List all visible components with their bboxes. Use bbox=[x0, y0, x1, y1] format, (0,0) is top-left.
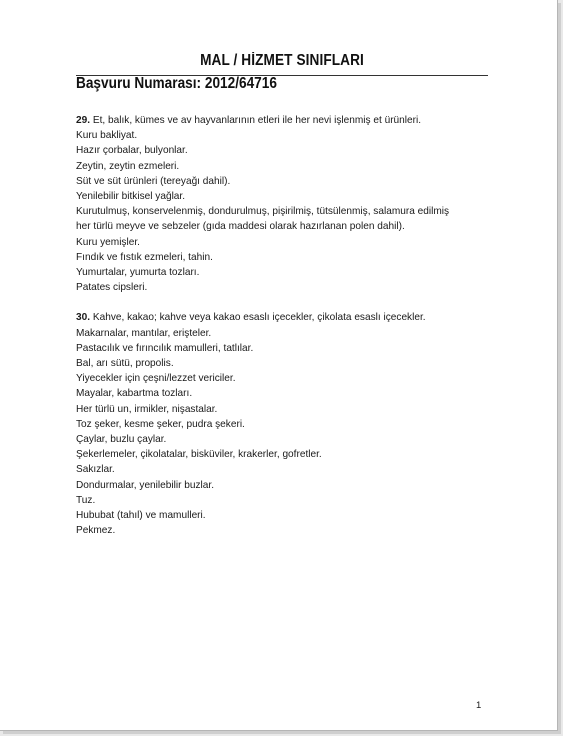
class-item: Her türlü un, irmikler, nişastalar. bbox=[76, 403, 218, 415]
class-item: Zeytin, zeytin ezmeleri. bbox=[76, 160, 180, 172]
class-item: Kurutulmuş, konservelenmiş, dondurulmuş, pişirilmiş, tütsülenmiş, salamura edilmiş bbox=[76, 206, 450, 218]
page-title: MAL / HİZMET SINIFLARI bbox=[200, 52, 364, 69]
class-item: Mayalar, kabartma tozları. bbox=[76, 388, 193, 400]
class-item: Kahve, kakao; kahve veya kakao esaslı içecekler, çikolata esaslı içecekler. bbox=[92, 312, 426, 324]
class-item: Kuru yemişler. bbox=[76, 236, 140, 248]
class-item: Hazır çorbalar, bulyonlar. bbox=[76, 145, 188, 157]
class-item: Çaylar, buzlu çaylar. bbox=[76, 434, 167, 446]
class-item: Sakızlar. bbox=[76, 464, 115, 476]
application-number: Başvuru Numarası: 2012/64716 bbox=[76, 75, 277, 92]
class-item: Fındık ve fıstık ezmeleri, tahin. bbox=[76, 251, 213, 263]
class-number: 29. bbox=[76, 115, 91, 126]
class-item: Patates cipsleri. bbox=[76, 282, 148, 294]
class-29-first-line bbox=[76, 113, 490, 128]
class-30-first-line bbox=[76, 310, 490, 325]
class-item: Pastacılık ve fırıncılık mamulleri, tatlılar. bbox=[76, 342, 254, 354]
class-item: Toz şeker, kesme şeker, pudra şekeri. bbox=[76, 418, 245, 430]
class-item: Kuru bakliyat. bbox=[76, 130, 138, 142]
class-list bbox=[76, 113, 490, 538]
class-item: Yumurtalar, yumurta tozları. bbox=[76, 267, 200, 279]
class-item: Tuz. bbox=[76, 494, 96, 506]
class-item: Makarnalar, mantılar, erişteler. bbox=[76, 327, 212, 339]
class-number: 30. bbox=[76, 312, 91, 324]
class-item: Bal, arı sütü, propolis. bbox=[76, 358, 174, 370]
section-gap bbox=[76, 295, 490, 310]
header-divider bbox=[76, 75, 488, 76]
class-item: Pekmez. bbox=[76, 525, 116, 537]
class-item: Yenilebilir bitkisel yağlar. bbox=[76, 191, 186, 203]
class-item: Süt ve süt ürünleri (tereyağı dahil). bbox=[76, 175, 231, 187]
class-item: Yiyecekler için çeşni/lezzet vericiler. bbox=[76, 373, 236, 385]
class-item: Et, balık, kümes ve av hayvanlarının etleri ile her nevi işlenmiş et ürünleri. bbox=[92, 115, 422, 126]
page-number: 1 bbox=[476, 700, 482, 711]
class-item: Hububat (tahıl) ve mamulleri. bbox=[76, 510, 206, 522]
class-item: her türlü meyve ve sebzeler (gıda maddesi olarak hazırlanan polen dahil). bbox=[76, 221, 405, 233]
class-item: Şekerlemeler, çikolatalar, bisküviler, krakerler, gofretler. bbox=[76, 449, 322, 461]
class-item: Dondurmalar, yenilebilir buzlar. bbox=[76, 479, 215, 491]
